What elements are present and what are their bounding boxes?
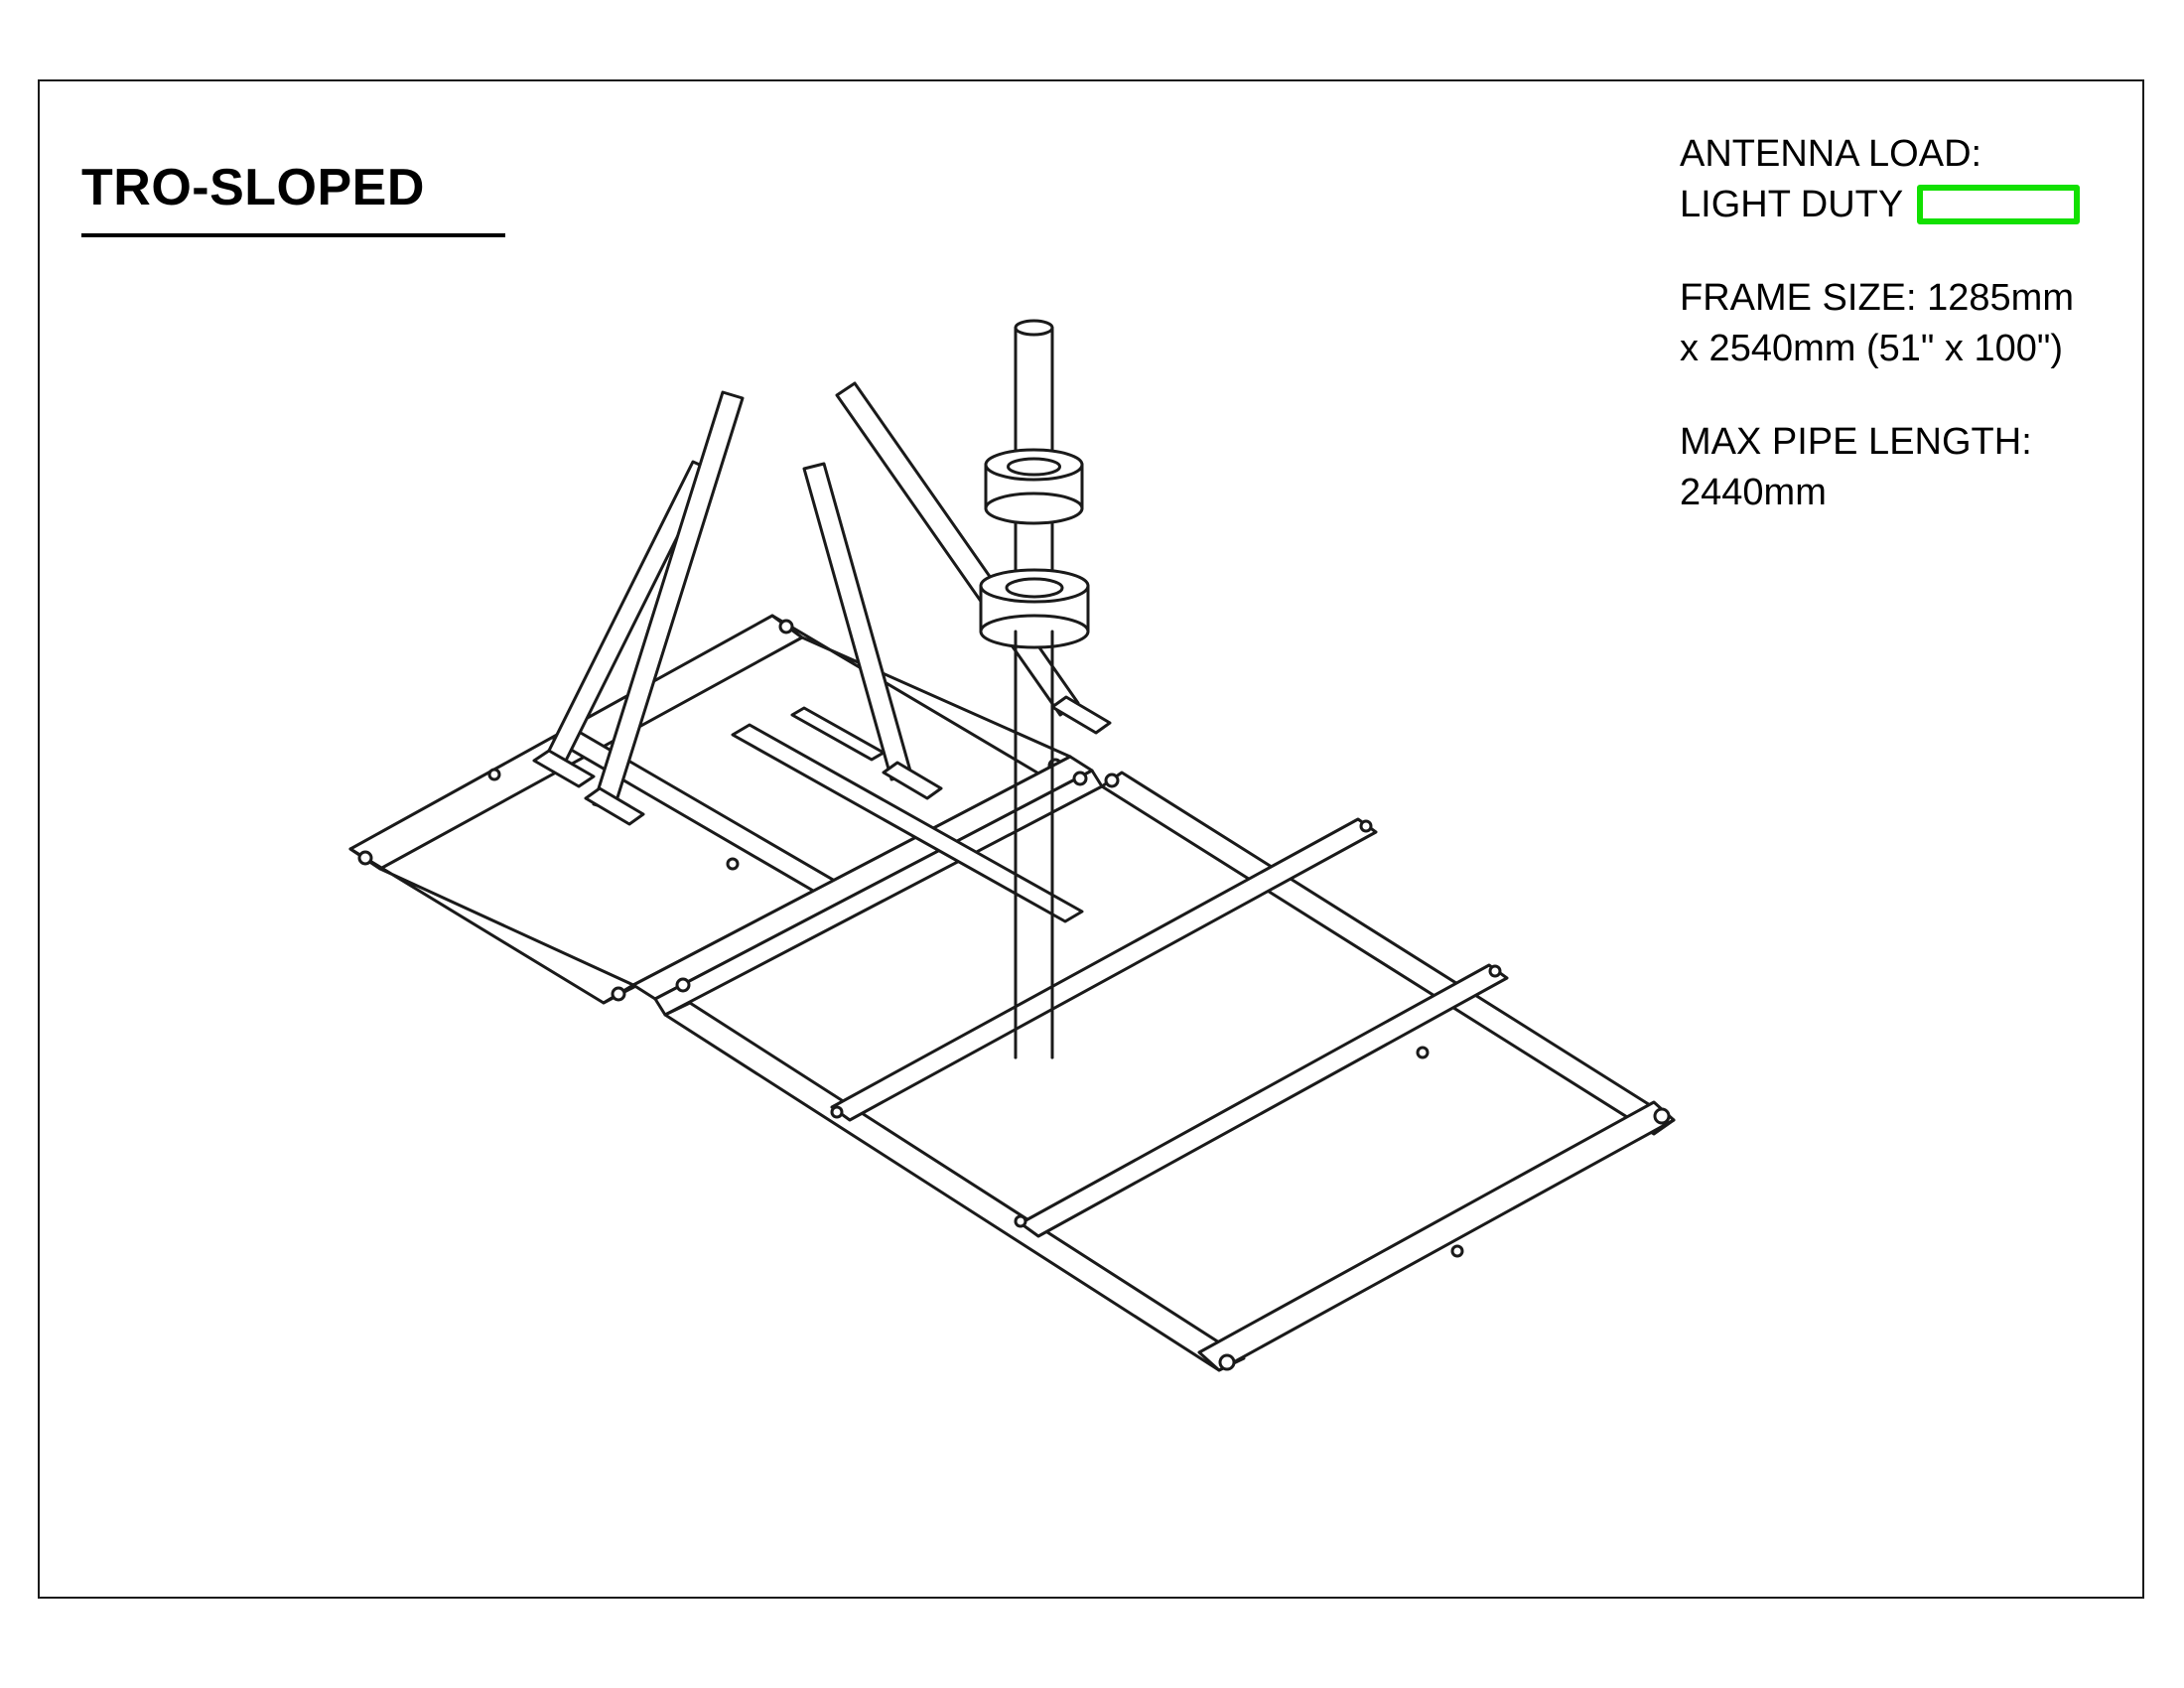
- upper-mast-collar: [986, 450, 1082, 523]
- antenna-load-value: LIGHT DUTY: [1680, 183, 1904, 225]
- page-title: TRO-SLOPED: [81, 159, 425, 216]
- lower-mast-collar: [981, 570, 1088, 647]
- max-pipe-value: 2440mm: [1680, 471, 1827, 513]
- frame-size-label-2: x 2540mm (51" x 100"): [1680, 327, 2064, 369]
- antenna-load-label: ANTENNA LOAD:: [1680, 133, 1982, 175]
- right-ballast-frame-panel: [665, 773, 1674, 1370]
- max-pipe-label: MAX PIPE LENGTH:: [1680, 421, 2032, 464]
- isometric-assembly-drawing: [38, 79, 2144, 1599]
- frame-size-label: FRAME SIZE: 1285mm: [1680, 277, 2074, 320]
- diagonal-brace-front-left: [594, 392, 743, 810]
